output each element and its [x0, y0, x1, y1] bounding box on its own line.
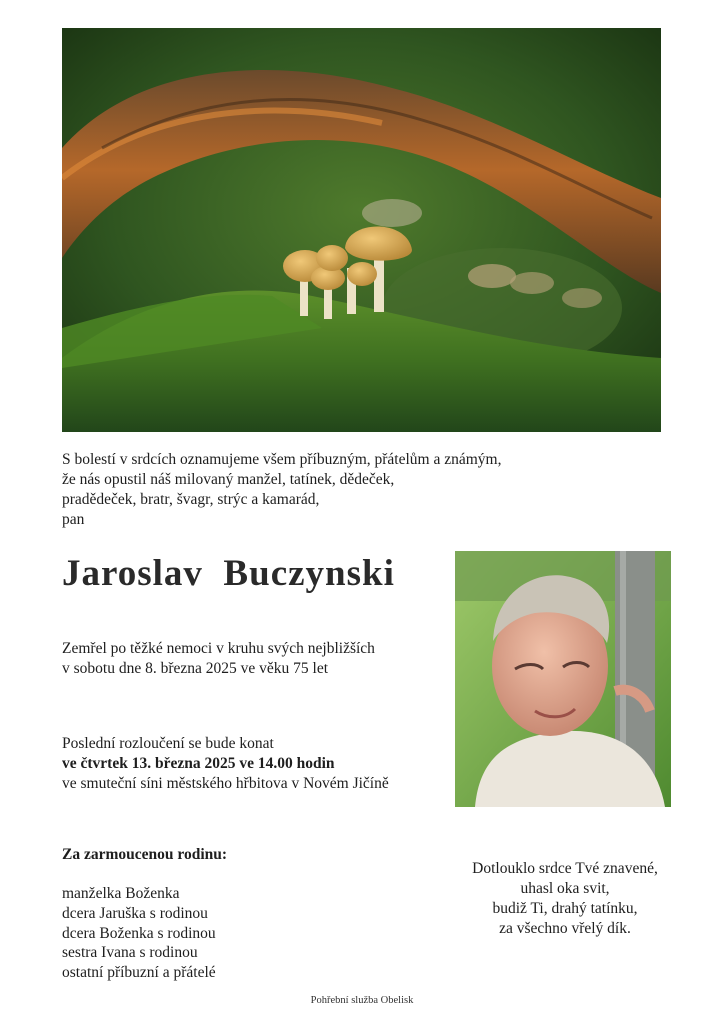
mourner-item: ostatní příbuzní a přátelé [62, 964, 216, 982]
intro-line: pradědeček, bratr, švagr, strýc a kamarád, [62, 491, 320, 508]
mourner-item: manželka Boženka [62, 885, 180, 902]
poem-line: budiž Ti, drahý tatínku, [492, 900, 638, 917]
poem-line: za všechno vřelý dík. [499, 920, 631, 937]
portrait-photo [455, 551, 671, 807]
intro-text [62, 450, 582, 530]
intro-line: pan [62, 511, 85, 528]
mourners-heading: Za zarmoucenou rodinu: [62, 846, 228, 863]
death-line: v sobotu dne 8. března 2025 ve věku 75 let [62, 660, 329, 677]
funeral-place: ve smuteční síni městského hřbitova v Novém Jičíně [62, 775, 389, 792]
death-line: Zemřel po těžké nemoci v kruhu svých nejbližších [62, 640, 375, 657]
funeral-date: ve čtvrtek 13. března 2025 ve 14.00 hodin [62, 755, 335, 772]
mourner-item: dcera Boženka s rodinou [62, 924, 216, 942]
poem-line: Dotlouklo srdce Tvé znavené, [472, 860, 658, 877]
funeral-service-footer: Pohřební služba Obelisk [310, 995, 414, 1006]
intro-line: S bolestí v srdcích oznamujeme všem příbuzným, přátelům a známým, [62, 451, 502, 468]
intro-line: že nás opustil náš milovaný manžel, tatínek, dědeček, [62, 471, 395, 488]
mourners-list [62, 884, 216, 983]
deceased-name: Jaroslav Buczynski [62, 553, 395, 594]
poem-line: uhasl oka svit, [520, 880, 610, 897]
funeral-intro: Poslední rozloučení se bude konat [62, 735, 274, 752]
hero-photo-mushrooms [62, 28, 661, 432]
funeral-info [62, 734, 389, 794]
mourner-item: sestra Ivana s rodinou [62, 944, 198, 962]
death-notice [62, 639, 375, 679]
mourner-item: dcera Jaruška s rodinou [62, 904, 208, 922]
memorial-poem [455, 859, 675, 939]
